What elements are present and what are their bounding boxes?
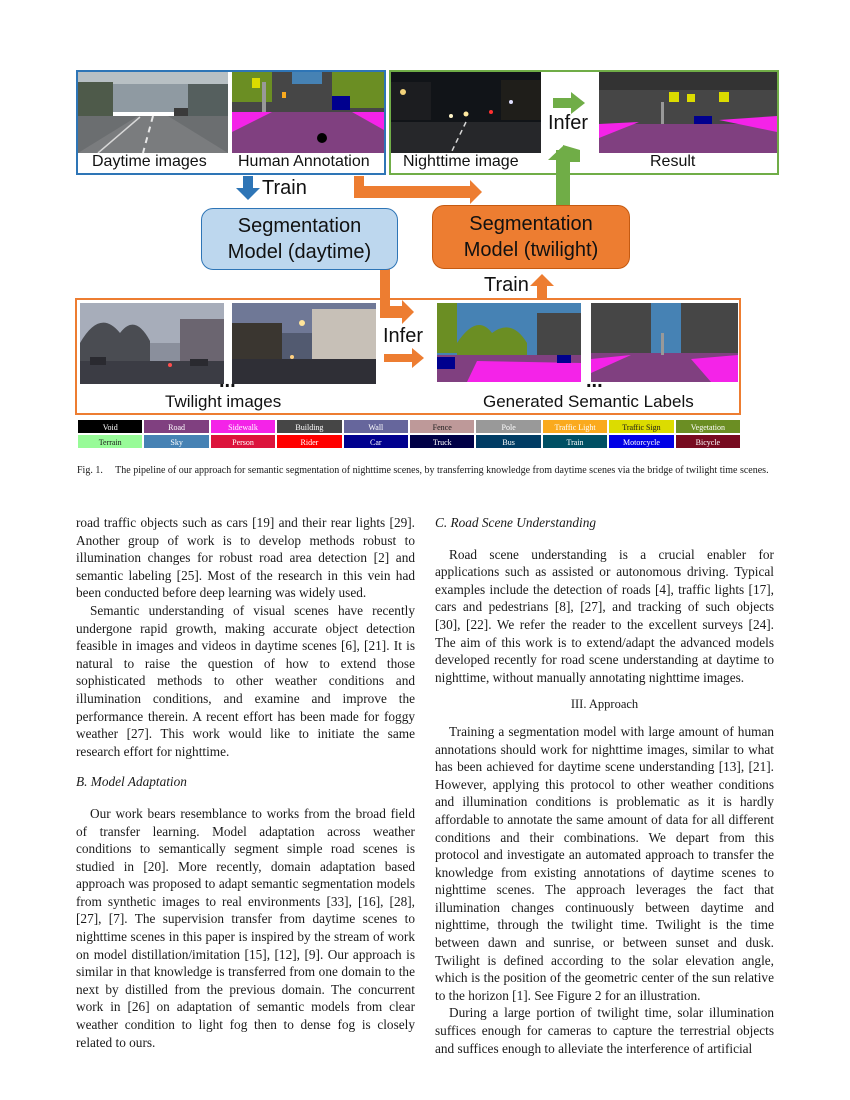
caption-twilight-images: Twilight images xyxy=(165,392,282,411)
model-twilight-line2: Model (twilight) xyxy=(463,239,599,261)
legend-train: Train xyxy=(542,434,608,449)
caption-human-annotation: Human Annotation xyxy=(238,153,370,170)
legend-wall: Wall xyxy=(343,419,409,434)
label-infer-top: Infer xyxy=(548,112,589,134)
heading-road-scene: C. Road Scene Understanding xyxy=(435,515,597,530)
figure-caption: Fig. 1. The pipeline of our approach for semantic segmentation of nighttime scenes, by transferring knowledge from daytime scenes via the bridge of twilight time scenes. xyxy=(77,465,769,476)
left-paragraph-2: Semantic understanding of visual scenes have recently undergone rapid growth, making accurate object detection feasible in images and videos in daytime scenes [6], [21]. It is natural to raise the question of how to extend those sophisticated methods to other weather conditions and illumination conditions, and examine and improve the performance therein. A recent effort has been made for foggy weather [27]. This work would like to initiate the same research effort for nighttime. xyxy=(76,602,415,759)
legend-row-1 xyxy=(77,419,741,434)
caption-nighttime-image: Nighttime image xyxy=(403,153,519,170)
generated-label-1 xyxy=(437,303,581,382)
arrow-night-to-result xyxy=(553,92,585,114)
arrow-train-daytime xyxy=(236,176,260,200)
legend-building: Building xyxy=(276,419,342,434)
twilight-image-2 xyxy=(232,303,376,384)
caption-result: Result xyxy=(650,153,696,170)
model-daytime-box xyxy=(201,208,398,270)
left-paragraph-1: road traffic objects such as cars [19] and their rear lights [29]. Another group of work is to develop methods robust to illumination changes for robust road area detection [2] and semantic labeling [25]. Most of the research in this vein had been conducted before deep learning was widely used. xyxy=(76,515,415,601)
label-train-top: Train xyxy=(262,177,307,199)
legend-car: Car xyxy=(343,434,409,449)
model-twilight-line1: Segmentation xyxy=(469,213,593,235)
legend-row-2 xyxy=(77,434,741,449)
label-infer-bottom: Infer xyxy=(383,325,424,347)
legend-bus: Bus xyxy=(475,434,541,449)
legend-traffic-sign: Traffic Sign xyxy=(608,419,674,434)
legend-bicycle: Bicycle xyxy=(675,434,741,449)
model-twilight-box xyxy=(432,205,630,269)
legend-traffic-light: Traffic Light xyxy=(542,419,608,434)
generated-label-2 xyxy=(591,303,738,382)
heading-model-adaptation: B. Model Adaptation xyxy=(76,774,187,790)
heading-approach: III. Approach xyxy=(570,697,639,712)
ellipsis-labels: ... xyxy=(586,370,603,392)
arrow-infer-twilight xyxy=(384,348,424,368)
right-column xyxy=(435,514,774,1057)
model-daytime-line1: Segmentation xyxy=(237,215,362,237)
arrow-annotation-to-twilight xyxy=(354,176,482,204)
legend-truck: Truck xyxy=(409,434,475,449)
legend-fence: Fence xyxy=(409,419,475,434)
legend-void: Void xyxy=(77,419,143,434)
legend-sky: Sky xyxy=(143,434,209,449)
arrow-train-twilight xyxy=(530,274,554,298)
legend-person: Person xyxy=(210,434,276,449)
left-column xyxy=(76,514,415,1051)
class-color-legend xyxy=(77,419,741,449)
legend-motorcycle: Motorcycle xyxy=(608,434,674,449)
legend-sidewalk: Sidewalk xyxy=(210,419,276,434)
legend-road: Road xyxy=(143,419,209,434)
legend-vegetation: Vegetation xyxy=(675,419,741,434)
caption-generated-labels: Generated Semantic Labels xyxy=(483,392,694,411)
right-paragraph-2: Training a segmentation model with large amount of human annotations should work for nighttime images, similar to what has been achieved for daytime scene understanding [13], [21]. However, applying this protocol to other weather conditions and illumination conditions is problematic as it is hardly affordable to annotate the same amount of data for all different conditions and their combinations. We depart from this protocol and investigate an automated approach to transfer the knowledge from existing annotations of daytime scenes to nighttime scenes. The approach leverages the fact that illumination changes continuously between daytime and nighttime, through the twilight time. Twilight is the time between dawn and sunrise, or between sunset and dusk. Twilight is defined according to the solar elevation angle, which is the position of the geometric center of the sun relative to the horizon [1]. See Figure 2 for an illustration. xyxy=(435,723,774,1003)
legend-rider: Rider xyxy=(276,434,342,449)
left-paragraph-3: Our work bears resemblance to works from the broad field of transfer learning. Model adaptation across weather conditions to semantically segment simple road scenes is studied in [20]. More recently, domain adaptation based approach was proposed to adapt semantic segmentation models from synthetic images to real environments [33], [16], [28], [27], [7]. The supervision transfer from daytime scenes to nighttime scenes in this paper is inspired by the stream of work on model distillation/imitation [15], [12], [9]. Our approach is similar in that knowledge is transferred from one domain to the next by distilled from the previous domain. The concurrent work in [26] on adaptation of semantic models from clear weather condition to light fog then to dense fog is closely related to ours. xyxy=(76,805,415,1050)
legend-pole: Pole xyxy=(475,419,541,434)
label-train-mid: Train xyxy=(484,274,529,296)
legend-terrain: Terrain xyxy=(77,434,143,449)
right-paragraph-1: Road scene understanding is a crucial enabler for applications such as assisted or autonomous driving. Typical examples include the detection of roads [4], traffic lights [17], cars and pedestrians [8], [27], and tracking of such objects [30], [22]. We refer the reader to the excellent surveys [24]. The aim of this work is to extend/adapt the advanced models developed recently for road scene understanding at daytime to nighttime, without manually annotating nighttime images. xyxy=(435,546,774,685)
model-daytime-line2: Model (daytime) xyxy=(227,241,372,263)
right-paragraph-3: During a large portion of twilight time, solar illumination suffices enough for cameras to capture the terrestrial objects and suffices enough to alleviate the interference of artificial xyxy=(435,1005,774,1056)
caption-daytime-images: Daytime images xyxy=(92,153,207,170)
ellipsis-twilight: ... xyxy=(219,370,236,392)
twilight-image-1 xyxy=(80,303,224,384)
arrow-infer-night xyxy=(548,145,580,205)
